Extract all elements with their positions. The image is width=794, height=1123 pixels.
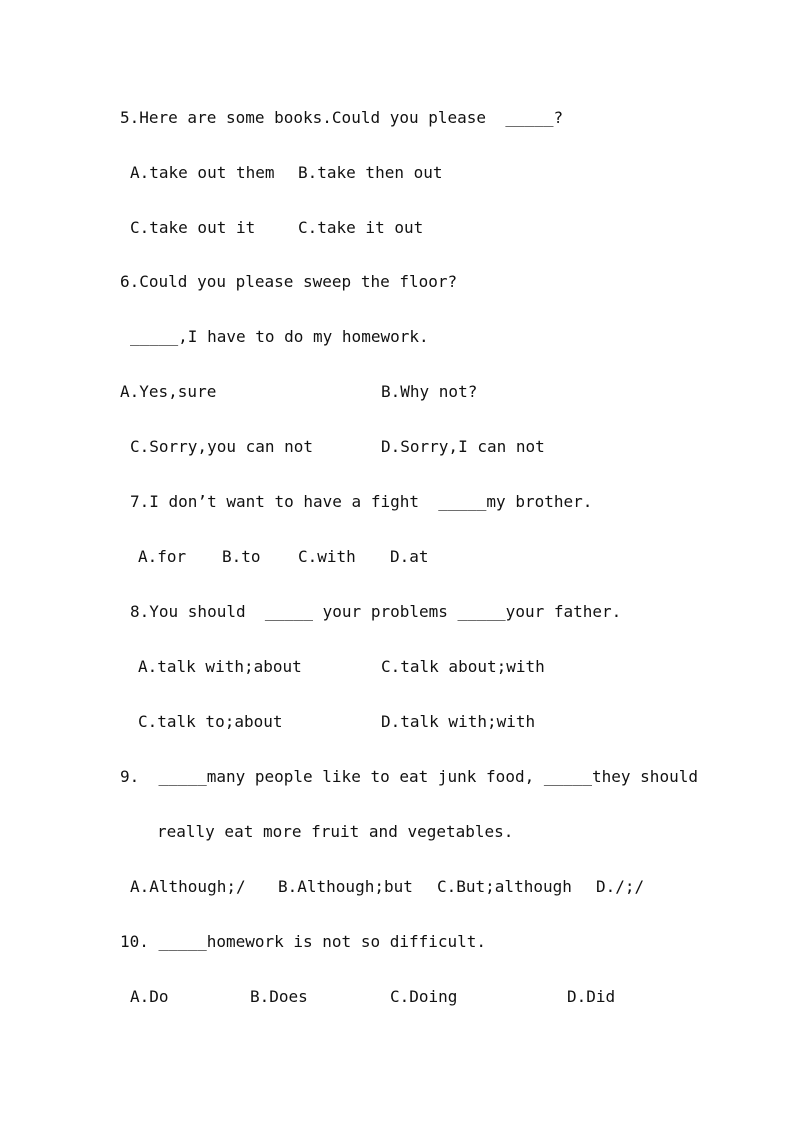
question-6-option-a: A.Yes,sure: [120, 382, 217, 401]
question-10-stem: 10. _____homework is not so difficult.: [120, 932, 487, 951]
question-5-option-a: A.take out them: [130, 163, 275, 182]
question-9-stem-continued: really eat more fruit and vegetables.: [157, 822, 514, 841]
question-7-option-b: B.to: [222, 547, 261, 566]
question-10-option-d: D.Did: [567, 987, 616, 1006]
question-9-option-a: A.Although;/: [130, 877, 246, 896]
question-7-stem: 7.I don’t want to have a fight _____my brother.: [130, 492, 593, 511]
question-5-stem: 5.Here are some books.Could you please _____?: [120, 108, 564, 127]
question-10-option-a: A.Do: [130, 987, 169, 1006]
question-9-option-d: D./;/: [596, 877, 645, 896]
question-8-option-b: C.talk about;with: [381, 657, 545, 676]
question-9-option-b: B.Although;but: [278, 877, 413, 896]
question-9-stem: 9. _____many people like to eat junk food, _____they should: [120, 767, 698, 786]
question-5-option-b: B.take then out: [298, 163, 443, 182]
question-10-option-b: B.Does: [250, 987, 308, 1006]
question-8-stem: 8.You should _____ your problems _____your father.: [130, 602, 622, 621]
question-8-option-d: D.talk with;with: [381, 712, 536, 731]
question-7-option-d: D.at: [390, 547, 429, 566]
question-6-option-c: C.Sorry,you can not: [130, 437, 314, 456]
question-10-option-c: C.Doing: [390, 987, 458, 1006]
question-9-option-c: C.But;although: [437, 877, 572, 896]
question-7-option-a: A.for: [138, 547, 187, 566]
question-6-option-d: D.Sorry,I can not: [381, 437, 545, 456]
question-5-option-c: C.take out it: [130, 218, 256, 237]
question-5-option-d: C.take it out: [298, 218, 424, 237]
question-6-stem: 6.Could you please sweep the floor?: [120, 272, 458, 291]
question-6-option-b: B.Why not?: [381, 382, 478, 401]
question-8-option-a: A.talk with;about: [138, 657, 302, 676]
question-7-option-c: C.with: [298, 547, 356, 566]
question-8-option-c: C.talk to;about: [138, 712, 283, 731]
question-6-answer-line: _____,I have to do my homework.: [130, 327, 429, 346]
